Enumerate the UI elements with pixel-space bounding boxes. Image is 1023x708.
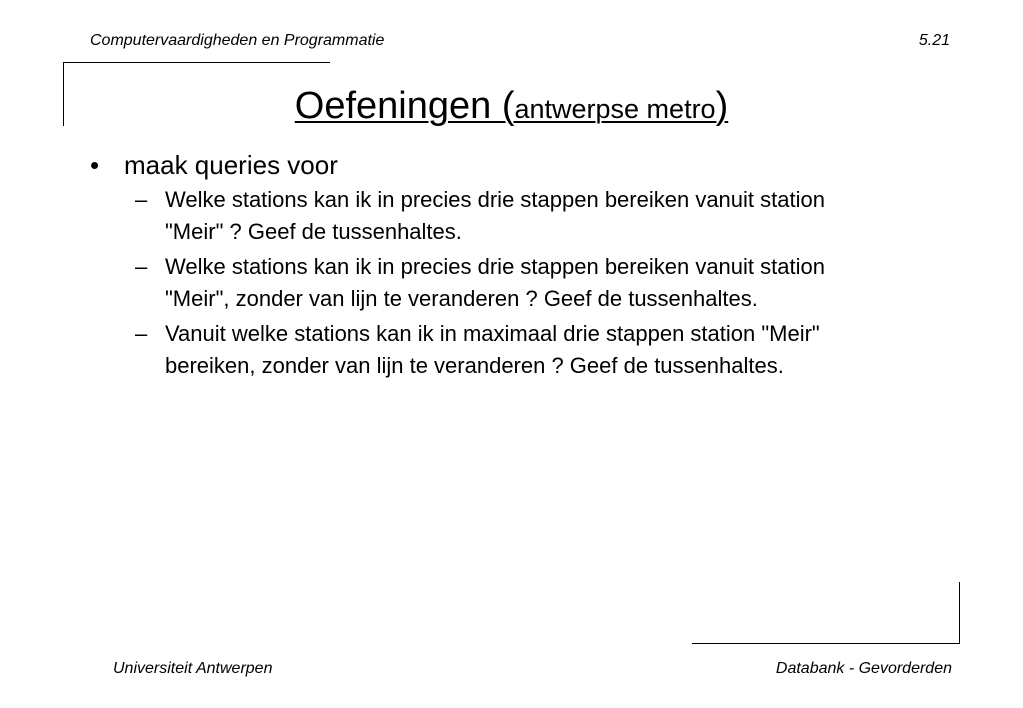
sub-bullet-mark: – (135, 254, 148, 279)
bullet-item (90, 149, 910, 181)
slide-title-close: ) (715, 85, 729, 127)
slide-content (90, 149, 910, 382)
slide-title-sub: antwerpse metro (514, 94, 716, 124)
slide-title (0, 83, 1023, 132)
sub-bullet-text: Vanuit welke stations kan ik in maximaal drie stappen station "Meir" bereiken, zonder van lijn te veranderen ? Geef de tussenhaltes. (165, 321, 820, 378)
slide-number: 5.21 (918, 32, 950, 49)
bullet-mark: • (90, 150, 100, 180)
sub-bullet-item (135, 318, 910, 382)
footer-course-part: Databank - Gevorderden (775, 660, 952, 677)
sub-bullet-mark: – (135, 187, 148, 212)
slide-title-main: Oefeningen ( (294, 85, 515, 127)
corner-frame-top-horizontal (63, 62, 330, 63)
sub-bullet-mark: – (135, 321, 148, 346)
sub-bullet-text: Welke stations kan ik in precies drie stappen bereiken vanuit station "Meir" ? Geef de tussenhaltes. (165, 187, 825, 244)
corner-frame-bottom-vertical (959, 582, 960, 644)
sub-bullet-item (135, 251, 910, 315)
footer-institution: Universiteit Antwerpen (113, 660, 273, 677)
header-course-title: Computervaardigheden en Programmatie (90, 32, 385, 49)
sub-bullet-text: Welke stations kan ik in precies drie stappen bereiken vanuit station "Meir", zonder van lijn te veranderen ? Geef de tussenhaltes. (165, 254, 825, 311)
bullet-text: maak queries voor (124, 150, 338, 180)
corner-frame-bottom-horizontal (692, 643, 960, 644)
sub-bullet-item (135, 184, 910, 248)
